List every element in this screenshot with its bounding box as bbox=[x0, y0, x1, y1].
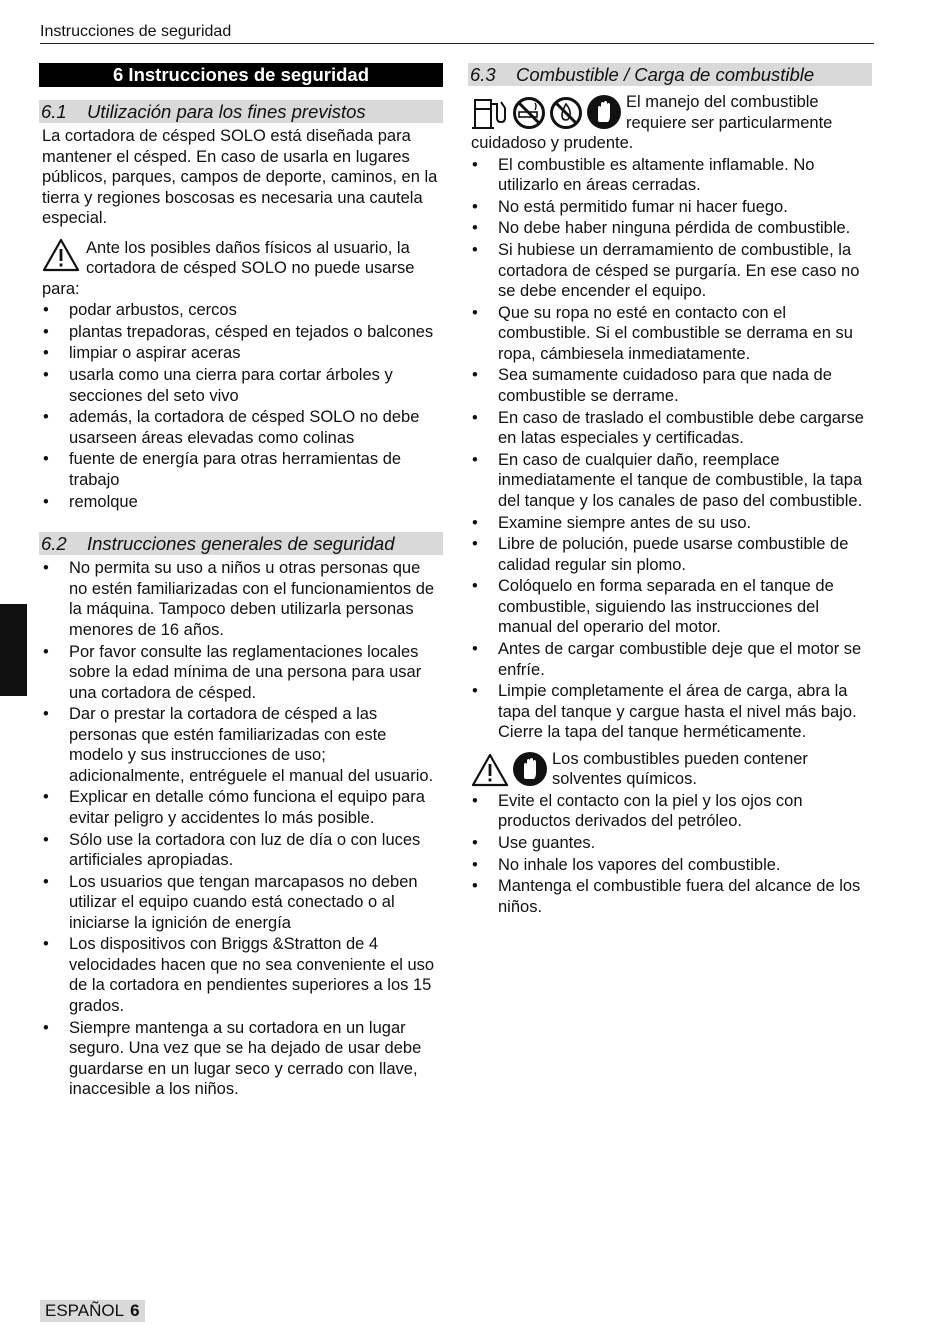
section-number: 6.1 bbox=[41, 101, 67, 122]
list-item: • Use guantes. bbox=[468, 833, 872, 854]
chapter-side-tab bbox=[0, 604, 27, 696]
list-item: • Los usuarios que tengan marcapasos no deben utilizar el equipo cuando está conectado o al iniciarse la ignición de energía bbox=[39, 872, 443, 934]
section-title: Combustible / Carga de combustible bbox=[516, 64, 815, 85]
warning-icons-group bbox=[471, 751, 548, 787]
section-6-1-warning bbox=[39, 238, 443, 300]
section-6-3-warning-list bbox=[468, 791, 872, 918]
section-6-1-list bbox=[39, 300, 443, 512]
page-number: 6 bbox=[130, 1301, 140, 1320]
warning-triangle-icon bbox=[42, 238, 80, 272]
section-number: 6.2 bbox=[41, 533, 67, 555]
section-6-1-heading bbox=[39, 100, 443, 123]
list-item: • Antes de cargar combustible deje que el motor se enfríe. bbox=[468, 639, 872, 680]
list-item: • Siempre mantenga a su cortadora en un lugar seguro. Una vez que se ha dejado de usar debe guardarse en un lugar seco y cerrado con llave, inaccesible a los niños. bbox=[39, 1018, 443, 1100]
list-item: • Dar o prestar la cortadora de césped a las personas que estén familiarizadas con este modelo y sus instrucciones de uso; adicionalmente, entréguele el manual del usuario. bbox=[39, 704, 443, 786]
footer-language: ESPAÑOL bbox=[45, 1301, 125, 1320]
section-6-3-warning bbox=[468, 749, 872, 790]
section-6-3-intro: El manejo del combustible requiere ser particularmente cuidadoso y prudente. bbox=[471, 93, 833, 152]
list-item: • No permita su uso a niños u otras personas que no estén familiarizadas con el funcionamientos de la máquina. Tampoco deben utilizarla personas menores de 16 años. bbox=[39, 558, 443, 640]
section-6-2-heading bbox=[39, 532, 443, 555]
list-item: • plantas trepadoras, césped en tejados o balcones bbox=[39, 322, 443, 343]
wear-gloves-icon bbox=[512, 751, 548, 787]
list-item: • Que su ropa no esté en contacto con el combustible. Si el combustible se derrama en su ropa, cámbiesela inmediatamente. bbox=[468, 303, 872, 365]
section-6-3-intro-block bbox=[468, 92, 872, 154]
fuel-icons-group bbox=[471, 94, 622, 130]
list-item: • Por favor consulte las reglamentaciones locales sobre la edad mínima de una persona para usar una cortadora de césped. bbox=[39, 642, 443, 704]
list-item: • Los dispositivos con Briggs &Stratton de 4 velocidades hacen que no sea conveniente el uso de la cortadora en pendientes superiores a los 15 grados. bbox=[39, 934, 443, 1016]
list-item: • fuente de energía para otras herramientas de trabajo bbox=[39, 449, 443, 490]
list-item: • En caso de traslado el combustible debe cargarse en latas especiales y certificadas. bbox=[468, 408, 872, 449]
warning-text: Ante los posibles daños físicos al usuario, la cortadora de césped SOLO no puede usarse para: bbox=[42, 238, 415, 298]
no-smoking-icon bbox=[512, 96, 546, 130]
section-title: Instrucciones generales de seguridad bbox=[87, 533, 395, 555]
list-item: • Mantenga el combustible fuera del alcance de los niños. bbox=[468, 876, 872, 917]
section-title: Utilización para los fines previstos bbox=[87, 101, 366, 122]
right-column bbox=[468, 63, 872, 919]
wear-gloves-icon bbox=[586, 94, 622, 130]
section-6-2-list bbox=[39, 558, 443, 1099]
no-open-flame-icon bbox=[549, 96, 583, 130]
list-item: • Colóquelo en forma separada en el tanque de combustible, siguiendo las instrucciones del manual del operario del motor. bbox=[468, 576, 872, 638]
list-item: • remolque bbox=[39, 492, 443, 513]
page-footer bbox=[40, 1300, 145, 1322]
section-6-3-list bbox=[468, 155, 872, 743]
chapter-title: 6 Instrucciones de seguridad bbox=[39, 63, 443, 87]
warning-triangle-icon bbox=[471, 753, 509, 787]
list-item: • Sea sumamente cuidadoso para que nada de combustible se derrame. bbox=[468, 365, 872, 406]
running-header: Instrucciones de seguridad bbox=[40, 22, 874, 44]
list-item: • además, la cortadora de césped SOLO no debe usarseen áreas elevadas como colinas bbox=[39, 407, 443, 448]
list-item: • Limpie completamente el área de carga, abra la tapa del tanque y cargue hasta el nivel más bajo. Cierre la tapa del tanque herméticamente. bbox=[468, 681, 872, 743]
left-column bbox=[39, 63, 443, 1101]
section-6-3-heading bbox=[468, 63, 872, 86]
list-item: • Sólo use la cortadora con luz de día o con luces artificiales apropiadas. bbox=[39, 830, 443, 871]
list-item: • No inhale los vapores del combustible. bbox=[468, 855, 872, 876]
list-item: • podar arbustos, cercos bbox=[39, 300, 443, 321]
list-item: • No debe haber ninguna pérdida de combustible. bbox=[468, 218, 872, 239]
section-6-1-intro: La cortadora de césped SOLO está diseñada para mantener el césped. En caso de usarla en lugares públicos, parques, campos de deporte, caminos, en la tierra y regiones boscosas es necesaria una cautela especial. bbox=[42, 127, 438, 227]
list-item: • limpiar o aspirar aceras bbox=[39, 343, 443, 364]
list-item: • El combustible es altamente inflamable. No utilizarlo en áreas cerradas. bbox=[468, 155, 872, 196]
list-item: • Explicar en detalle cómo funciona el equipo para evitar peligro y accidentes lo más posible. bbox=[39, 787, 443, 828]
list-item: • Si hubiese un derramamiento de combustible, la cortadora de césped se purgaría. En ese caso no se debe encender el equipo. bbox=[468, 240, 872, 302]
list-item: • usarla como una cierra para cortar árboles y secciones del seto vivo bbox=[39, 365, 443, 406]
list-item: • Examine siempre antes de su uso. bbox=[468, 513, 872, 534]
section-number: 6.3 bbox=[470, 64, 496, 85]
list-item: • Libre de polución, puede usarse combustible de calidad regular sin plomo. bbox=[468, 534, 872, 575]
list-item: • Evite el contacto con la piel y los ojos con productos derivados del petróleo. bbox=[468, 791, 872, 832]
fuel-pump-icon bbox=[471, 96, 509, 130]
list-item: • No está permitido fumar ni hacer fuego. bbox=[468, 197, 872, 218]
warning-text: Los combustibles pueden contener solventes químicos. bbox=[552, 749, 808, 789]
list-item: • En caso de cualquier daño, reemplace inmediatamente el tanque de combustible, la tapa del tanque y los canales de paso del combustible. bbox=[468, 450, 872, 512]
